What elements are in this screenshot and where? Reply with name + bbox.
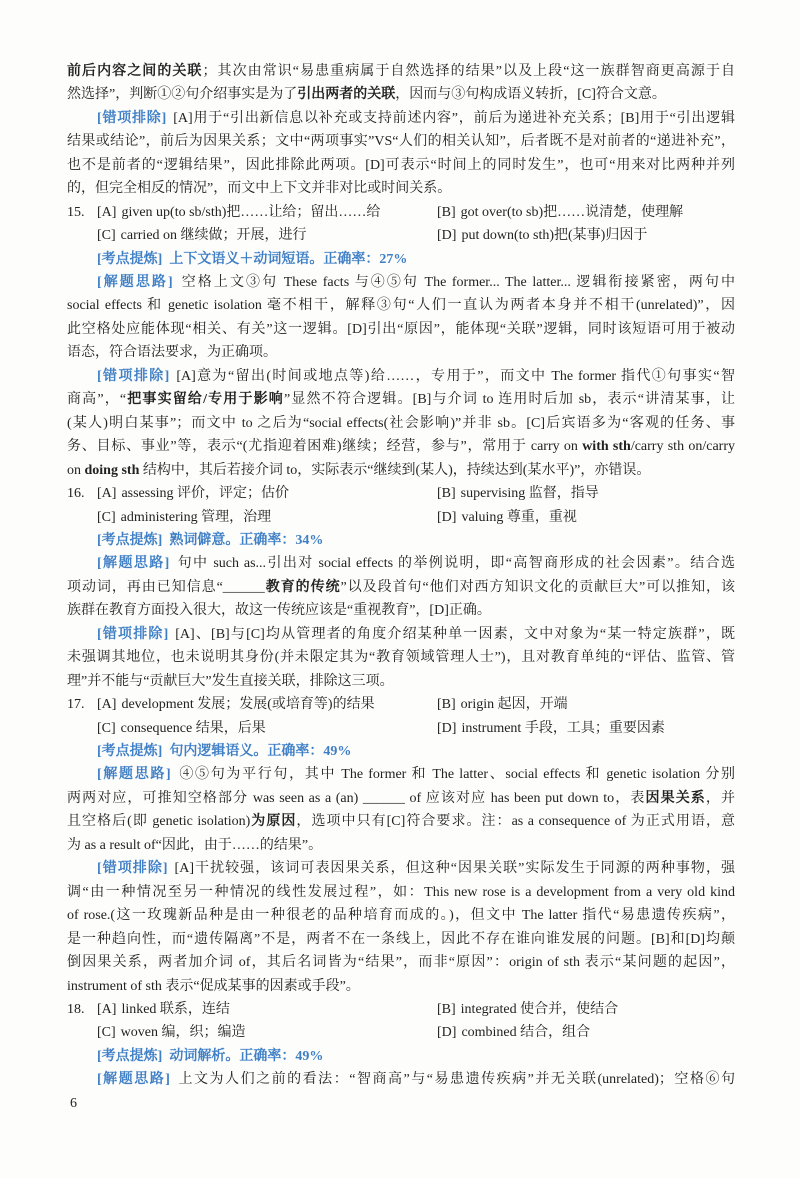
text-line: [67, 107, 735, 130]
text-line: [67, 177, 735, 200]
text-run: 调“由一种情况至另一种情况的线性发展过程”，如：This new rose is a development from a very old kind: [67, 884, 735, 900]
keypoint-label: [考点提炼]: [97, 744, 163, 760]
emphasis-text: 为原因: [250, 814, 297, 830]
question-options: [67, 998, 735, 1045]
option-text: combined 结合，组合: [461, 1025, 591, 1041]
text-line: [67, 576, 735, 599]
text-run: 句中 such as...引出对 social effects 的举例说明，即“高智商形成的社会因素”。结合选: [176, 556, 735, 572]
text-run: 结构中，其后若接介词 to，实际表示“继续到(某人)，持续达到(某水平)”，亦错误。: [139, 462, 651, 478]
text-line: [67, 154, 735, 177]
text-line: [67, 787, 735, 810]
text-line: [67, 459, 735, 482]
text-run: ④⑤句为平行句，其中 The former 和 The latter、social effects 和 genetic isolation 分别: [177, 767, 735, 783]
question-number: [67, 224, 97, 247]
option-letter: [C]: [97, 228, 116, 244]
option-b: [437, 201, 735, 224]
text-line: [67, 834, 735, 857]
option-text: origin 起因，开端: [460, 697, 568, 713]
option-d: [437, 717, 735, 740]
option-a: [97, 998, 437, 1021]
option-b: [437, 998, 735, 1021]
option-letter: [A]: [97, 486, 117, 502]
text-line: [67, 412, 735, 435]
text-line: [67, 646, 735, 669]
text-line: [67, 318, 735, 341]
text-run: of rose.(这一玫瑰新品种是由一种很老的品种培育而成的。)，但文中 The latter 指代“易患遗传疾病”，: [67, 908, 735, 924]
option-text: valuing 尊重，重视: [461, 509, 577, 525]
explanation-paragraph: [67, 107, 735, 201]
option-text: got over(to sb)把……说清楚，使理解: [460, 204, 684, 220]
option-d: [437, 1021, 735, 1044]
text-line: [67, 60, 735, 83]
text-run: 是一种趋向性，而“遗传隔离”不是，两者不在一条线上，因此不存在谁向谁发展的问题。[B]和[D]均颠: [67, 931, 735, 947]
option-c: [97, 224, 437, 247]
question-options: [67, 693, 735, 740]
text-line: [67, 341, 735, 364]
question-number: 15.: [67, 204, 85, 220]
text-run: 语态，符合语法要求，为正确项。: [67, 345, 277, 361]
option-letter: [D]: [437, 228, 457, 244]
option-text: carried on 继续做；开展，进行: [120, 228, 307, 244]
option-row: [67, 1021, 735, 1044]
text-run: ；其次由常识“易患重病属于自然选择的结果”以及上段“这一族群智商更高源于自: [202, 64, 736, 79]
text-line: [67, 623, 735, 646]
text-run: 为 as a result of“因此，由于……的结果”。: [67, 837, 323, 853]
text-line: [67, 599, 735, 622]
text-line: [67, 975, 735, 998]
option-letter: [D]: [437, 509, 457, 525]
section-label: [错项排除]: [97, 861, 168, 877]
option-letter: [B]: [437, 697, 456, 713]
text-line: [67, 951, 735, 974]
question-number: 17.: [67, 697, 85, 713]
emphasis-text: with sth: [582, 439, 631, 455]
emphasis-text: 教育的传统: [264, 579, 341, 595]
text-line: [67, 83, 735, 106]
option-text: put down(to sth)把(某事)归因于: [461, 228, 648, 244]
section-label: [错项排除]: [97, 368, 170, 384]
text-run: 商高”，“: [67, 392, 127, 408]
option-b: [437, 693, 735, 716]
text-run: on: [67, 462, 85, 478]
text-run: 倒因果关系，两者加介词 of，其后名词皆为“结果”，而非“原因”：origin of sth 表示“某问题的起因”，: [67, 955, 735, 971]
option-letter: [B]: [437, 204, 456, 220]
emphasis-text: 前后内容之间的关联: [67, 64, 203, 79]
option-letter: [B]: [437, 486, 456, 502]
text-run: 此空格处应能体现“相关、有关”这一逻辑。[D]引出“原因”，能体现“关联”逻辑，同时该短语可用于被动: [67, 321, 735, 337]
option-a: [97, 482, 437, 505]
question-number: 18.: [67, 1001, 85, 1017]
question-number: 16.: [67, 486, 85, 502]
text-run: (某人)明白某事”；而文中 to 之后为“social effects(社会影响)”并非 sb。[C]后宾语多为“客观的任务、事: [67, 415, 735, 431]
option-letter: [D]: [437, 1025, 457, 1041]
option-a: [97, 693, 437, 716]
question-number: [67, 717, 97, 740]
section-label: [解题思路]: [97, 275, 173, 291]
text-run: ，因而与③句构成语义转折，[C]符合文意。: [395, 87, 666, 103]
text-run: [A]、[B]与[C]均从管理者的角度介绍某种单一因素，文中对象为“某一特定族群”，既: [175, 626, 736, 642]
text-run: 理”并不能与“贡献巨大”发生直接关联，排除这三项。: [67, 673, 394, 689]
text-run: 然选择”，判断①②句介绍事实是为了: [67, 87, 298, 103]
option-b: [437, 482, 735, 505]
option-c: [97, 506, 437, 529]
keypoint-label: [考点提炼]: [97, 1048, 163, 1064]
text-line: [67, 763, 735, 786]
explanation-paragraph: [67, 365, 735, 482]
text-run: [A]干扰较强，该词可表因果关系，但这种“因果关联”实际发生于同源的两种事物，强: [174, 861, 735, 877]
explanation-paragraph: [67, 763, 735, 857]
option-row: [67, 224, 735, 247]
text-run: 两两对应，可推知空格部分 was seen as a (an) ______ of 应该对应 has been put down to，表: [67, 790, 646, 806]
option-letter: [A]: [97, 204, 117, 220]
section-label: [错项排除]: [97, 626, 169, 642]
keypoint-line: [67, 529, 735, 552]
option-c: [97, 1021, 437, 1044]
text-run: 且空格后(即 genetic isolation): [67, 814, 251, 830]
option-letter: [C]: [97, 720, 116, 736]
text-line: [67, 670, 735, 693]
text-run: 的，但完全相反的情况”，而文中上下文并非对比或时间关系。: [67, 181, 452, 197]
text-line: [67, 1068, 735, 1091]
text-line: [67, 552, 735, 575]
section-label: [解题思路]: [97, 767, 171, 783]
keypoint-line: [67, 1045, 735, 1068]
text-line: [67, 388, 735, 411]
text-run: [A]意为“留出(时间或地点等)给……，专用于”，而文中 The former 指代①句事实“智: [176, 368, 735, 384]
text-run: 结果或结论”，前后为因果关系；文中“两项事实”VS“人们的相关认知”，后者既不是对前者的“递进补充”，: [67, 134, 735, 150]
text-line: [67, 857, 735, 880]
emphasis-text: doing sth: [84, 462, 140, 478]
text-run: 项动词，再由已知信息“______: [67, 579, 265, 595]
text-line: [67, 928, 735, 951]
page-body: [67, 60, 735, 1092]
emphasis-text: 引出两者的关联: [297, 87, 396, 103]
option-c: [97, 717, 437, 740]
option-row: [67, 201, 735, 224]
keypoint-line: [67, 740, 735, 763]
text-run: social effects 和 genetic isolation 毫不相干，解释③句“人们一直认为两者本身并不相干(unrelated)”，因: [67, 298, 735, 314]
explanation-paragraph: [67, 623, 735, 693]
text-line: [67, 365, 735, 388]
emphasis-text: 把事实留给/专用于影响: [126, 392, 284, 408]
keypoint-text: 句内逻辑语义。正确率：49%: [169, 744, 352, 760]
keypoint-text: 熟词僻意。正确率：34%: [169, 532, 324, 548]
text-run: 上文为人们之前的看法：“智商高”与“易患遗传疾病”并无关联(unrelated)；空格⑥句: [176, 1072, 736, 1088]
text-line: [67, 294, 735, 317]
option-d: [437, 224, 735, 247]
text-run: /carry sth on/carry: [630, 439, 735, 455]
option-letter: [A]: [97, 697, 117, 713]
explanation-paragraph: [67, 857, 735, 998]
option-text: consequence 结果，后果: [120, 720, 266, 736]
option-letter: [C]: [97, 1025, 116, 1041]
text-run: 未强调其地位，也未说明其身份(并未限定其为“教育领域管理人士”)，且对教育单纯的“评估、监管、管: [67, 650, 735, 666]
text-line: [67, 904, 735, 927]
emphasis-text: 因果关系: [645, 790, 706, 806]
question-options: [67, 201, 735, 248]
option-row: [67, 693, 735, 716]
text-line: [67, 435, 735, 458]
text-run: [A]用于“引出新信息以补充或支持前述内容”，前后为递进补充关系；[B]用于“引出逻辑: [173, 110, 735, 126]
text-run: ”以及段首句“他们对西方知识文化的贡献巨大”可以推知，该: [340, 579, 736, 595]
option-letter: [A]: [97, 1001, 117, 1017]
option-row: [67, 717, 735, 740]
option-text: given up(to sb/sth)把……让给；留出……给: [121, 204, 381, 220]
text-line: [67, 810, 735, 833]
text-run: 空格上文③句 These facts 与④⑤句 The former... The latter... 逻辑衔接紧密，两句中: [179, 275, 736, 291]
section-label: [解题思路]: [97, 556, 170, 572]
section-label: [解题思路]: [97, 1072, 170, 1088]
explanation-paragraph: [67, 271, 735, 365]
question-number: [67, 506, 97, 529]
keypoint-label: [考点提炼]: [97, 251, 163, 267]
text-line: [67, 881, 735, 904]
option-text: supervising 监督，指导: [460, 486, 599, 502]
text-run: 族群在教育方面投入很大，故这一传统应该是“重视教育”，[D]正确。: [67, 603, 491, 619]
keypoint-line: [67, 248, 735, 271]
text-run: ，选项中只有[C]符合要求。注：as a consequence of 为正式用语，意: [296, 814, 736, 830]
option-text: linked 联系，连结: [121, 1001, 230, 1017]
question-number: [67, 1021, 97, 1044]
text-run: 也不是前者的“逻辑结果”，因此排除此两项。[D]可表示“时间上的同时发生”，也可“用来对比两种并列: [67, 157, 735, 173]
option-text: development 发展；发展(或培育等)的结果: [121, 697, 375, 713]
explanation-paragraph: [67, 1068, 735, 1091]
option-row: [67, 506, 735, 529]
keypoint-label: [考点提炼]: [97, 532, 163, 548]
section-label: [错项排除]: [97, 110, 167, 126]
text-run: instrument of sth 表示“促成某事的因素或手段”。: [67, 978, 360, 994]
option-text: woven 编，织；编造: [120, 1025, 246, 1041]
option-text: instrument 手段，工具；重要因素: [461, 720, 665, 736]
explanation-paragraph: [67, 60, 735, 107]
option-text: assessing 评价，评定；估价: [121, 486, 290, 502]
text-run: ”显然不符合逻辑。[B]与介词 to 连用时后加 sb，表示“讲清某事，让: [283, 392, 735, 408]
option-row: [67, 998, 735, 1021]
text-line: [67, 271, 735, 294]
text-line: [67, 130, 735, 153]
explanation-paragraph: [67, 552, 735, 622]
keypoint-text: 动词解析。正确率：49%: [169, 1048, 324, 1064]
option-a: [97, 201, 437, 224]
page-number: 6: [70, 1096, 77, 1111]
option-d: [437, 506, 735, 529]
option-letter: [C]: [97, 509, 116, 525]
option-text: integrated 使合并，使结合: [460, 1001, 619, 1017]
option-letter: [B]: [437, 1001, 456, 1017]
text-run: ，并: [705, 790, 736, 806]
keypoint-text: 上下文语义＋动词短语。正确率：27%: [169, 251, 408, 267]
text-run: 务、目标、事业”等，表示“(尤指迎着困难)继续；经营，参与”，常用于 carry on: [67, 439, 583, 455]
option-text: administering 管理，治理: [120, 509, 272, 525]
question-options: [67, 482, 735, 529]
option-row: [67, 482, 735, 505]
option-letter: [D]: [437, 720, 457, 736]
